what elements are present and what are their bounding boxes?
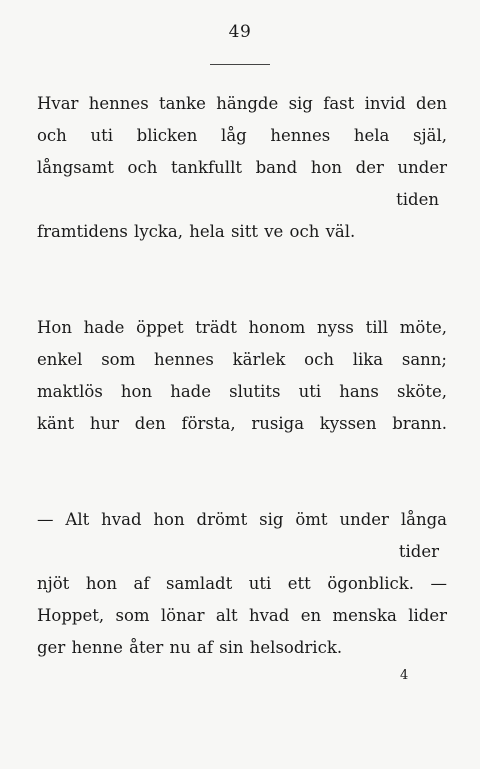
verse-line: Hoppet, som lönar alt hvad en menska lider (37, 606, 447, 625)
verse-line-continuation: tider (398, 542, 439, 561)
verse-line: enkel som hennes kärlek och lika sann; (37, 350, 447, 369)
verse-line: ger henne åter nu af sin helsodrick. (37, 638, 343, 657)
verse-line: långsamt och tankfullt band hon der under (37, 158, 447, 177)
verse-line-continuation: tiden (396, 190, 439, 209)
verse-line: framtidens lycka, hela sitt ve och väl. (37, 222, 356, 241)
verse-line: och uti blicken låg hennes hela själ, (37, 126, 447, 145)
verse-line: Hon hade öppet trädt honom nyss till möte, (37, 318, 447, 337)
verse-line: känt hur den första, rusiga kyssen brann. (37, 414, 447, 433)
verse-line: maktlös hon hade slutits uti hans sköte, (37, 382, 447, 401)
stanza-2 (37, 312, 447, 440)
stanza-3 (37, 504, 447, 664)
header-rule (210, 64, 270, 65)
signature-mark: 4 (400, 668, 409, 683)
verse-line: Hvar hennes tanke hängde sig fast invid den (37, 94, 447, 113)
stanza-1 (37, 88, 447, 248)
verse-line: njöt hon af samladt uti ett ögonblick. — (37, 574, 447, 593)
verse-line: — Alt hvad hon drömt sig ömt under långa (37, 510, 447, 529)
page-number: 49 (228, 22, 252, 42)
